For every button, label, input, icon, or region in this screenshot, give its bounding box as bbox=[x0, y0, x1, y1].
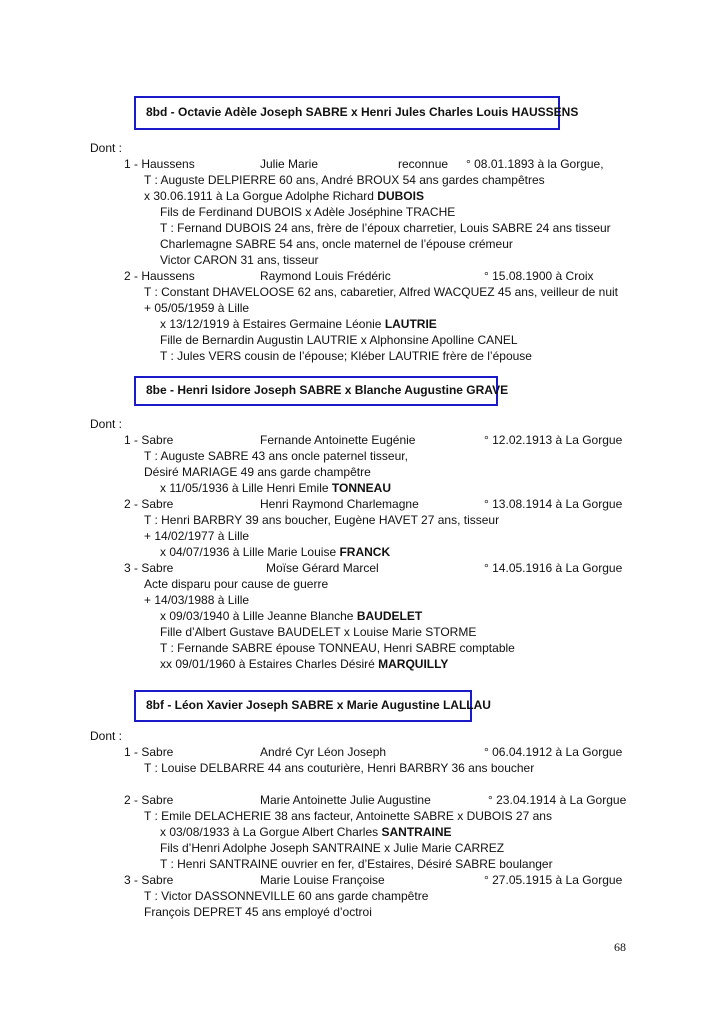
detail-line: T : Constant DHAVELOOSE 62 ans, cabaretier, Alfred WACQUEZ 45 ans, veilleur de nuit bbox=[144, 285, 618, 299]
detail-line: x 30.06.1911 à La Gorgue Adolphe Richard DUBOIS bbox=[144, 189, 424, 203]
child-birth: ° 12.02.1913 à La Gorgue bbox=[484, 433, 623, 447]
child-birth: ° 15.08.1900 à Croix bbox=[484, 269, 594, 283]
child-given-names: Moïse Gérard Marcel bbox=[266, 561, 379, 575]
detail-line: x 09/03/1940 à Lille Jeanne Blanche BAUDELET bbox=[160, 609, 423, 623]
detail-line: T : Victor DASSONNEVILLE 60 ans garde champêtre bbox=[144, 889, 429, 903]
page-number: 68 bbox=[614, 940, 626, 954]
detail-line: T : Louise DELBARRE 44 ans couturière, Henri BARBRY 36 ans boucher bbox=[144, 761, 535, 775]
detail-line: x 13/12/1919 à Estaires Germaine Léonie LAUTRIE bbox=[160, 317, 437, 331]
dont-label: Dont : bbox=[90, 729, 123, 743]
child-number: 1 - Sabre bbox=[124, 433, 174, 447]
detail-line: + 14/02/1977 à Lille bbox=[144, 529, 250, 543]
spouse-surname: BAUDELET bbox=[356, 609, 423, 623]
detail-line: T : Jules VERS cousin de l’épouse; Kléber LAUTRIE frère de l’épouse bbox=[160, 349, 532, 363]
spouse-surname: MARQUILLY bbox=[378, 657, 449, 671]
detail-line: T : Emile DELACHERIE 38 ans facteur, Antoinette SABRE x DUBOIS 27 ans bbox=[144, 809, 552, 823]
section-title-8bd: 8bd - Octavie Adèle Joseph SABRE x Henri Jules Charles Louis HAUSSENS bbox=[134, 96, 560, 130]
spouse-surname: DUBOIS bbox=[377, 189, 424, 203]
detail-line: Fille de Bernardin Augustin LAUTRIE x Alphonsine Apolline CANEL bbox=[160, 333, 518, 347]
detail-line: Désiré MARIAGE 49 ans garde champêtre bbox=[144, 465, 371, 479]
spouse-surname: LAUTRIE bbox=[384, 317, 437, 331]
spouse-surname: TONNEAU bbox=[331, 481, 391, 495]
detail-line: François DEPRET 45 ans employé d’octroi bbox=[144, 905, 372, 919]
spouse-surname: SANTRAINE bbox=[381, 825, 452, 839]
child-number: 3 - Sabre bbox=[124, 873, 174, 887]
section-title-8be: 8be - Henri Isidore Joseph SABRE x Blanche Augustine GRAVE bbox=[134, 376, 498, 406]
child-birth: ° 23.04.1914 à La Gorgue bbox=[488, 793, 627, 807]
child-number: 1 - Sabre bbox=[124, 745, 174, 759]
child-given-names: Henri Raymond Charlemagne bbox=[260, 497, 419, 511]
child-birth: ° 08.01.1893 à la Gorgue, bbox=[466, 157, 604, 171]
child-birth: ° 13.08.1914 à La Gorgue bbox=[484, 497, 623, 511]
dont-label: Dont : bbox=[90, 417, 123, 431]
child-given-names: André Cyr Léon Joseph bbox=[260, 745, 387, 759]
child-given-names: Marie Louise Françoise bbox=[260, 873, 385, 887]
spouse-surname: FRANCK bbox=[339, 545, 391, 559]
detail-line: x 03/08/1933 à La Gorgue Albert Charles SANTRAINE bbox=[160, 825, 452, 839]
detail-line: T : Fernand DUBOIS 24 ans, frère de l’époux charretier, Louis SABRE 24 ans tisseur bbox=[160, 221, 611, 235]
detail-line: Acte disparu pour cause de guerre bbox=[144, 577, 329, 591]
detail-line: Charlemagne SABRE 54 ans, oncle maternel de l’épouse crémeur bbox=[160, 237, 513, 251]
dont-label: Dont : bbox=[90, 141, 123, 155]
detail-line: T : Henri BARBRY 39 ans boucher, Eugène HAVET 27 ans, tisseur bbox=[144, 513, 500, 527]
detail-line: Fils de Ferdinand DUBOIS x Adèle Joséphine TRACHE bbox=[160, 205, 456, 219]
detail-line: T : Fernande SABRE épouse TONNEAU, Henri SABRE comptable bbox=[160, 641, 515, 655]
child-given-names: Marie Antoinette Julie Augustine bbox=[260, 793, 431, 807]
detail-line: + 14/03/1988 à Lille bbox=[144, 593, 250, 607]
child-birth: ° 14.05.1916 à La Gorgue bbox=[484, 561, 623, 575]
detail-line: Victor CARON 31 ans, tisseur bbox=[160, 253, 319, 267]
child-number: 2 - Sabre bbox=[124, 793, 174, 807]
detail-line: Fille d’Albert Gustave BAUDELET x Louise Marie STORME bbox=[160, 625, 477, 639]
child-given-names: Julie Marie bbox=[260, 157, 319, 171]
detail-line: x 11/05/1936 à Lille Henri Emile TONNEAU bbox=[160, 481, 391, 495]
detail-line: T : Auguste SABRE 43 ans oncle paternel tisseur, bbox=[144, 449, 408, 463]
child-given-names: Fernande Antoinette Eugénie bbox=[260, 433, 416, 447]
detail-line: x 04/07/1936 à Lille Marie Louise FRANCK bbox=[160, 545, 391, 559]
child-number: 3 - Sabre bbox=[124, 561, 174, 575]
detail-line: T : Auguste DELPIERRE 60 ans, André BROUX 54 ans gardes champêtres bbox=[144, 173, 545, 187]
child-number: 2 - Sabre bbox=[124, 497, 174, 511]
child-birth: ° 06.04.1912 à La Gorgue bbox=[484, 745, 623, 759]
child-note: reconnue bbox=[398, 157, 449, 171]
child-number: 1 - Haussens bbox=[124, 157, 195, 171]
child-given-names: Raymond Louis Frédéric bbox=[260, 269, 391, 283]
detail-line: T : Henri SANTRAINE ouvrier en fer, d’Estaires, Désiré SABRE boulanger bbox=[160, 857, 553, 871]
detail-line: Fils d’Henri Adolphe Joseph SANTRAINE x Julie Marie CARREZ bbox=[160, 841, 505, 855]
section-title-8bf: 8bf - Léon Xavier Joseph SABRE x Marie Augustine LALLAU bbox=[134, 690, 472, 722]
child-birth: ° 27.05.1915 à La Gorgue bbox=[484, 873, 623, 887]
detail-line: xx 09/01/1960 à Estaires Charles Désiré MARQUILLY bbox=[160, 657, 449, 671]
detail-line: + 05/05/1959 à Lille bbox=[144, 301, 250, 315]
child-number: 2 - Haussens bbox=[124, 269, 195, 283]
